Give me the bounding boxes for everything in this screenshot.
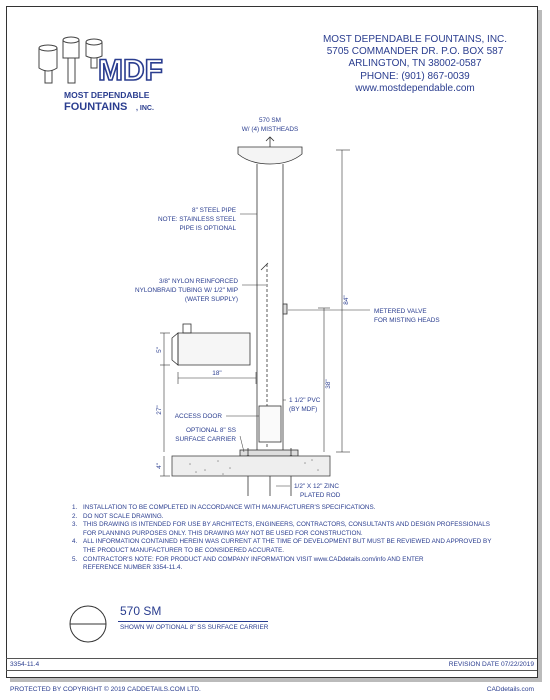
- drawing-subtitle: SHOWN W/ OPTIONAL 8" SS SURFACE CARRIER: [120, 624, 269, 631]
- concrete-slab: [172, 456, 330, 476]
- label-pipe-3: PIPE IS OPTIONAL: [179, 225, 236, 232]
- drawing-title: 570 SM: [120, 604, 162, 618]
- cad-details-link[interactable]: CADdetails.com: [486, 686, 534, 693]
- note-text: DO NOT SCALE DRAWING.: [83, 512, 164, 520]
- label-valve-1: METERED VALVE: [374, 308, 427, 315]
- dim-total-height: 84": [343, 295, 350, 305]
- note-number: [72, 530, 83, 539]
- note-number: 2.: [72, 512, 78, 520]
- company-phone: PHONE: (901) 867-0039: [360, 70, 470, 82]
- note-text: THE PRODUCT MANUFACTURER TO BE CONSIDERED ACCURATE.: [83, 546, 285, 554]
- note-item: [72, 547, 512, 556]
- title-underline: [118, 621, 268, 622]
- svg-text:MDF: MDF: [98, 54, 163, 87]
- note-item: [72, 564, 512, 573]
- label-valve-2: FOR MISTING HEADS: [374, 317, 440, 324]
- dim-valve-height: 38": [325, 379, 332, 389]
- note-number: [72, 564, 83, 573]
- note-item: [72, 521, 512, 530]
- access-door: [259, 406, 281, 442]
- note-item: [72, 504, 512, 513]
- label-pipe-1: 8" STEEL PIPE: [192, 207, 236, 214]
- section-symbol-icon: [68, 604, 108, 644]
- label-pvc-2: (BY MDF): [289, 406, 318, 413]
- label-head: 570 SM: [258, 117, 282, 124]
- label-pvc-1: 1 1/2" PVC: [289, 397, 321, 404]
- svg-text:MOST DEPENDABLE: MOST DEPENDABLE: [64, 90, 150, 100]
- footer-divider-bottom: [6, 670, 537, 671]
- company-name: MOST DEPENDABLE FOUNTAINS, INC.: [322, 34, 508, 45]
- misting-head: [238, 147, 302, 164]
- svg-text:, INC.: , INC.: [136, 105, 154, 112]
- note-number: 5.: [72, 555, 78, 563]
- revision-date: REVISION DATE 07/22/2019: [448, 661, 534, 668]
- company-address-1: 5705 COMMANDER DR. P.O. BOX 587: [326, 46, 504, 58]
- note-item: [72, 513, 512, 522]
- note-item: [72, 530, 512, 539]
- note-text: ALL INFORMATION CONTAINED HEREIN WAS CURRENT AT THE TIME OF DEVELOPMENT BUT MUST BE REVIEWED AND APPROVED BY: [83, 538, 492, 546]
- label-rod-2: PLATED ROD: [300, 492, 341, 499]
- label-tube-2: NYLONBRAID TUBING W/ 1/2" MIP: [135, 287, 238, 294]
- note-item: [72, 556, 512, 565]
- dim-box-width: 18": [212, 370, 222, 377]
- note-text: INSTALLATION TO BE COMPLETED IN ACCORDANCE WITH MANUFACTURER'S SPECIFICATIONS.: [83, 504, 376, 511]
- dim-slab: 4": [156, 463, 163, 469]
- note-text: THIS DRAWING IS INTENDED FOR USE BY ARCHITECTS, ENGINEERS, CONTRACTORS, CONSULTANTS AND DESIGN PROFESSIONALS: [83, 521, 490, 529]
- footer-divider-top: [6, 658, 537, 659]
- note-text: CONTRACTOR'S NOTE: FOR PRODUCT AND COMPANY INFORMATION VISIT www.CADdetails.com/info AND ENTER: [83, 555, 424, 563]
- label-tube-3: (WATER SUPPLY): [184, 296, 238, 303]
- note-number: 1.: [72, 504, 78, 511]
- note-number: 3.: [72, 521, 78, 529]
- label-carrier-2: SURFACE CARRIER: [175, 436, 236, 443]
- note-item: [72, 538, 512, 547]
- dim-box-height: 5": [156, 347, 163, 353]
- label-rod-1: 1/2" X 12" ZINC: [294, 483, 340, 490]
- copyright: PROTECTED BY COPYRIGHT © 2019 CADDETAILS.COM LTD.: [10, 686, 201, 693]
- note-number: [72, 547, 83, 556]
- note-text: REFERENCE NUMBER 3354-11.4.: [83, 564, 183, 572]
- label-access-door: ACCESS DOOR: [174, 413, 222, 420]
- label-carrier-1: OPTIONAL 8" SS: [186, 427, 236, 434]
- company-website[interactable]: www.mostdependable.com: [355, 82, 475, 94]
- note-text: FOR PLANNING PURPOSES ONLY. THIS DRAWING MAY NOT BE USED FOR CONSTRUCTION.: [83, 529, 363, 537]
- dim-bowl-height: 27": [156, 405, 163, 415]
- label-tube-1: 3/8" NYLON REINFORCED: [159, 278, 238, 285]
- label-pipe-2: NOTE: STAINLESS STEEL: [157, 216, 236, 223]
- label-head-sub: W/ (4) MISTHEADS: [241, 126, 299, 133]
- company-address-2: ARLINGTON, TN 38002-0587: [348, 58, 482, 70]
- svg-text:FOUNTAINS: FOUNTAINS: [64, 101, 128, 113]
- note-number: 4.: [72, 538, 78, 546]
- reference-number: 3354-11.4: [10, 661, 40, 668]
- notes-list: [72, 504, 512, 573]
